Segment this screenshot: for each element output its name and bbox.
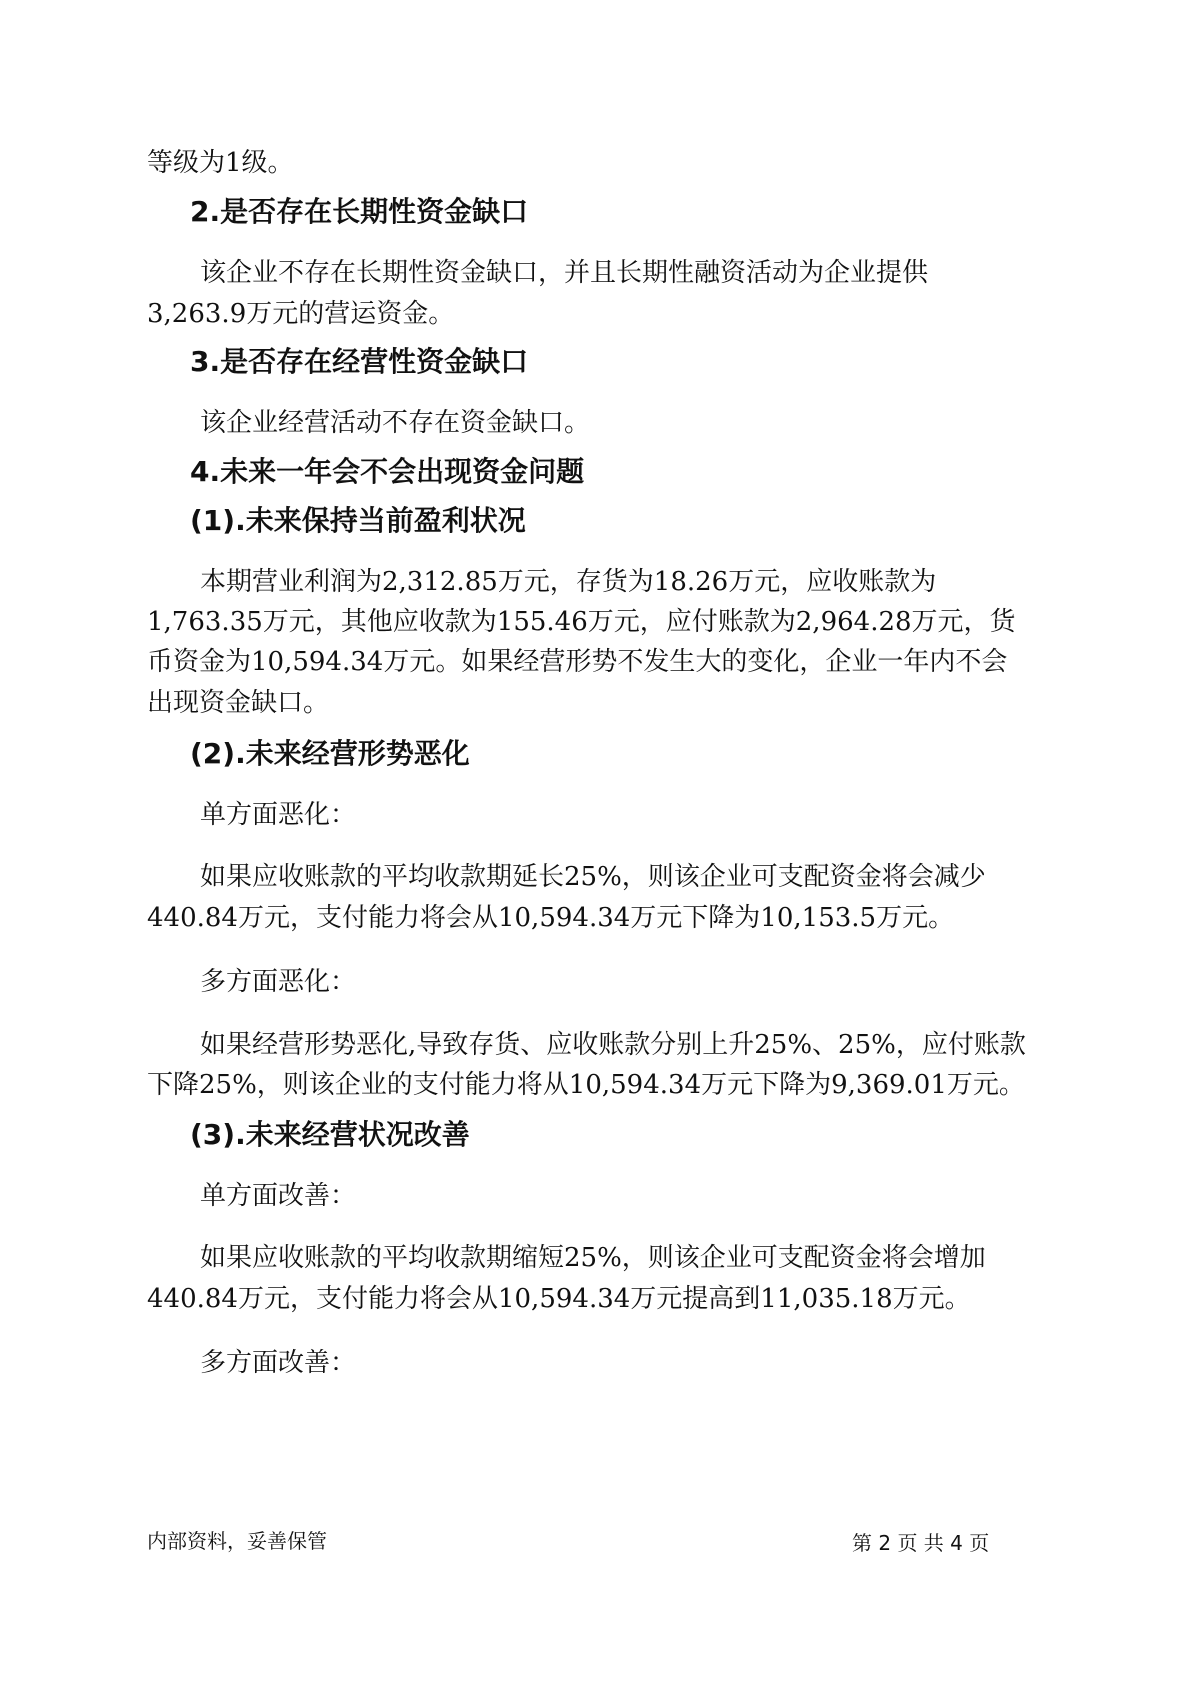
subsection-2-multi-label: 多方面恶化： — [200, 967, 357, 997]
subsection-1-line-4: 出现资金缺口。 — [147, 688, 330, 718]
subsection-3-heading: (3).未来经营状况改善 — [190, 1118, 470, 1151]
section-2-heading: 2.是否存在长期性资金缺口 — [190, 195, 529, 228]
section-3-heading: 3.是否存在经营性资金缺口 — [190, 345, 529, 378]
subsection-3-single-line-1: 如果应收账款的平均收款期缩短25%，则该企业可支配资金将会增加 — [200, 1243, 986, 1273]
subsection-2-single-label: 单方面恶化： — [200, 800, 357, 830]
subsection-3-single-label: 单方面改善： — [200, 1181, 357, 1211]
subsection-2-single-line-2: 440.84万元，支付能力将会从10,594.34万元下降为10,153.5万元。 — [147, 903, 955, 933]
subsection-1-line-3: 币资金为10,594.34万元。如果经营形势不发生大的变化，企业一年内不会 — [147, 647, 1008, 677]
continuation-text: 等级为1级。 — [147, 148, 294, 178]
footer-confidential-note: 内部资料，妥善保管 — [147, 1529, 327, 1553]
footer-page-number: 第 2 页 共 4 页 — [852, 1531, 990, 1555]
subsection-2-multi-line-1: 如果经营形势恶化,导致存货、应收账款分别上升25%、25%，应付账款 — [200, 1030, 1026, 1060]
section-3-line-1: 该企业经营活动不存在资金缺口。 — [200, 408, 591, 438]
subsection-2-heading: (2).未来经营形势恶化 — [190, 737, 470, 770]
section-2-line-1: 该企业不存在长期性资金缺口，并且长期性融资活动为企业提供 — [200, 258, 929, 288]
subsection-2-multi-line-2: 下降25%，则该企业的支付能力将从10,594.34万元下降为9,369.01万元。 — [147, 1070, 1025, 1100]
subsection-3-single-line-2: 440.84万元，支付能力将会从10,594.34万元提高到11,035.18万元。 — [147, 1284, 971, 1314]
section-2-line-2: 3,263.9万元的营运资金。 — [147, 299, 455, 329]
subsection-1-heading: (1).未来保持当前盈利状况 — [190, 504, 526, 537]
subsection-3-multi-label: 多方面改善： — [200, 1348, 357, 1378]
subsection-1-line-2: 1,763.35万元，其他应收款为155.46万元，应付账款为2,964.28万元，货 — [147, 607, 1016, 637]
section-4-heading: 4.未来一年会不会出现资金问题 — [190, 455, 585, 488]
subsection-2-single-line-1: 如果应收账款的平均收款期延长25%，则该企业可支配资金将会减少 — [200, 862, 986, 892]
subsection-1-line-1: 本期营业利润为2,312.85万元，存货为18.26万元，应收账款为 — [200, 567, 937, 597]
